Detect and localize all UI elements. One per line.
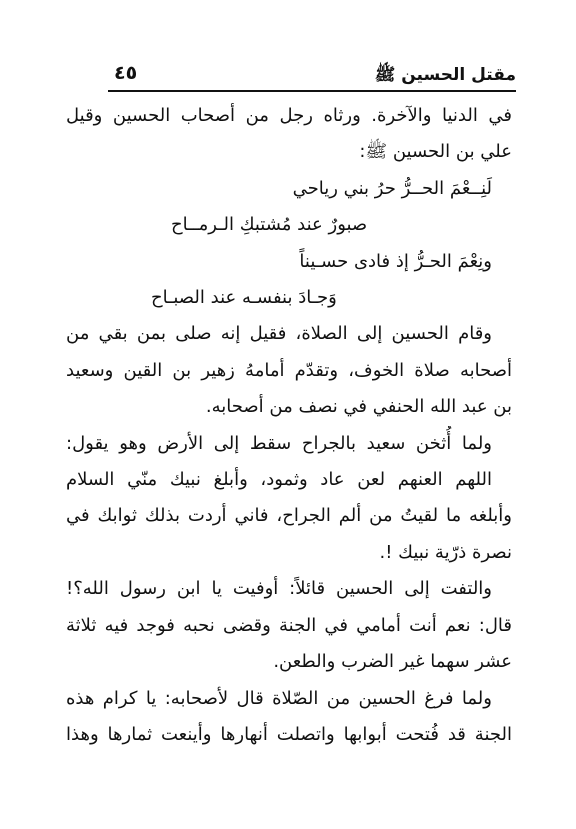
text-line: نصرة ذرّية نبيك !. — [379, 541, 512, 563]
text-line: عشر سهما غير الضرب والطعن. — [273, 651, 512, 673]
text-line: بن عبد الله الحنفي في نصف من أصحابه. — [205, 396, 512, 418]
text-line: قال: نعم أنت أمامي في الجنة وقضى نحبه فوجد فيه ثلاثة — [66, 614, 512, 636]
poem-verse: ونِعْمَ الحـرُّ إذ فادى حسـيناً — [299, 250, 492, 272]
page-header — [108, 60, 516, 92]
text-line: والتفت إلى الحسين قائلاً: أوفيت يا ابن رسول الله؟! — [66, 578, 492, 600]
text-line: أصحابه صلاة الخوف، وتقدّم أمامهُ زهير بن القين وسعيد — [66, 359, 512, 381]
poem-verse: لَنِــعْمَ الحــرُّ حرُ بني رياحي — [292, 177, 492, 199]
text-line: علي بن الحسين ﷺ: — [359, 141, 512, 163]
text-line: وقام الحسين إلى الصلاة، فقيل إنه صلى بمن بقي من — [66, 323, 492, 345]
page-body — [66, 98, 512, 753]
text-line: وأبلغه ما لقيتُ من ألم الجراح، فاني أردت بذلك ثوابك في — [66, 505, 512, 527]
text-line: اللهم العنهم لعن عاد وثمود، وأبلغ نبيك منّي السلام — [66, 469, 492, 491]
text-line: ولما أُثخن سعيد بالجراح سقط إلى الأرض وهو يقول: — [66, 432, 492, 454]
running-title: مقتل الحسين ﷺ — [374, 65, 516, 85]
poem-verse: وَجـادَ بنفسـه عند الصبـاح — [151, 287, 337, 309]
text-line: في الدنيا والآخرة. ورثاه رجل من أصحاب الحسين وقيل — [66, 105, 512, 126]
page-number: ٤٥ — [114, 62, 138, 84]
text-line: ولما فرغ الحسين من الصّلاة قال لأصحابه: يا كرام هذه — [66, 687, 492, 709]
poem-verse: صبورٌ عند مُشتبكِ الـرمــاح — [171, 214, 368, 236]
text-line: الجنة قد فُتحت أبوابها واتصلت أنهارها وأينعت ثمارها وهذا — [66, 723, 512, 745]
